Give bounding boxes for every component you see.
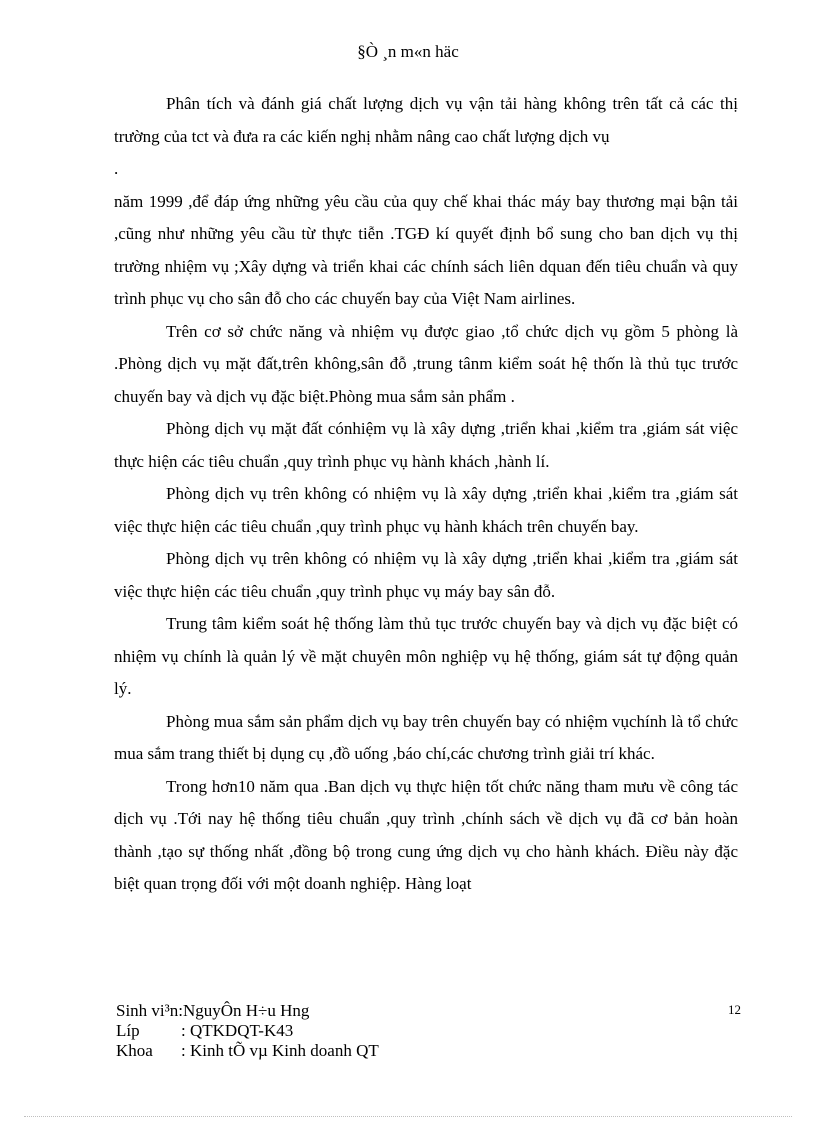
paragraph-8: Trung tâm kiểm soát hệ thống làm thủ tục trước chuyến bay và dịch vụ đặc biệt có nhiệm vụ chính là quản lý về mặt chuyên môn nghiệp vụ hệ thống, giám sát tự động quản lý. <box>114 614 738 698</box>
page-header <box>0 40 816 64</box>
paragraph-1: Phân tích và đánh giá chất lượng dịch vụ vận tải hàng không trên tất cả các thị trường của tct và đưa ra các kiến nghị nhằm nâng cao chất lượng dịch vụ <box>114 94 738 146</box>
footer-faculty-value: : Kinh tÕ vµ Kinh doanh QT <box>181 1041 379 1060</box>
paragraph-4: Trên cơ sở chức năng và nhiệm vụ được giao ,tổ chức dịch vụ gồm 5 phòng là .Phòng dịch vụ mặt đất,trên không,sân đỗ ,trung tânm kiểm soát hệ thốn là thủ tục trước chuyến bay và dịch vụ đặc biệt.Phòng mua sắm sản phẩm . <box>114 321 738 406</box>
footer-class-label: Líp <box>116 1021 140 1040</box>
footer-faculty <box>116 1041 756 1061</box>
paragraph-7: Phòng dịch vụ trên không có nhiệm vụ là xây dựng ,triển khai ,kiểm tra ,giám sát việc thực hiện các tiêu chuẩn ,quy trình phục vụ máy bay sân đỗ. <box>114 549 738 601</box>
footer-class <box>116 1021 756 1041</box>
page-bottom-divider <box>24 1116 792 1117</box>
paragraph-9: Phòng mua sắm sản phẩm dịch vụ bay trên chuyến bay có nhiệm vụchính là tổ chức mua sắm trang thiết bị dụng cụ ,đồ uống ,báo chí,các chương trình giải trí khác. <box>114 711 738 763</box>
footer-student-text: Sinh vi³n:NguyÔn H÷u Hng <box>116 1001 310 1020</box>
page-footer <box>116 1001 756 1061</box>
footer-faculty-label: Khoa <box>116 1041 153 1060</box>
header-title: §Ò ¸n m«n häc <box>357 42 459 61</box>
paragraph-10: Trong hơn10 năm qua .Ban dịch vụ thực hiện tốt chức năng tham mưu về công tác dịch vụ .Tới nay hệ thống tiêu chuẩn ,quy trình ,chính sách về dịch vụ đã cơ bản hoàn thành ,tạo sự thống nhất ,đồng bộ trong cung ứng dịch vụ cho hành khách. Điều này đặc biệt quan trọng đối với một doanh nghiệp. Hàng loạt <box>114 776 738 893</box>
page-number: 12 <box>728 1002 741 1017</box>
document-body <box>114 88 738 901</box>
paragraph-5: Phòng dịch vụ mặt đất cónhiệm vụ là xây dựng ,triển khai ,kiểm tra ,giám sát việc thực hiện các tiêu chuẩn ,quy trình phục vụ hành khách ,hành lí. <box>114 419 738 471</box>
paragraph-6: Phòng dịch vụ trên không có nhiệm vụ là xây dựng ,triển khai ,kiểm tra ,giám sát việc thực hiện các tiêu chuẩn ,quy trình phục vụ hành khách trên chuyến bay. <box>114 484 738 536</box>
paragraph-3: năm 1999 ,để đáp ứng những yêu cầu của quy chế khai thác máy bay thương mại bận tải ,cũng như những yêu cầu từ thực tiễn .TGĐ kí quyết định bổ sung cho ban dịch vụ thị trường nhiệm vụ ;Xây dựng và triển khai các chính sách liên dquan đến tiêu chuẩn và quy trình phục vụ cho sân đỗ cho các chuyến bay của Việt Nam airlines. <box>114 191 738 308</box>
paragraph-2: . <box>114 159 119 178</box>
footer-student <box>116 1001 756 1021</box>
footer-class-value: : QTKDQT-K43 <box>181 1021 294 1040</box>
